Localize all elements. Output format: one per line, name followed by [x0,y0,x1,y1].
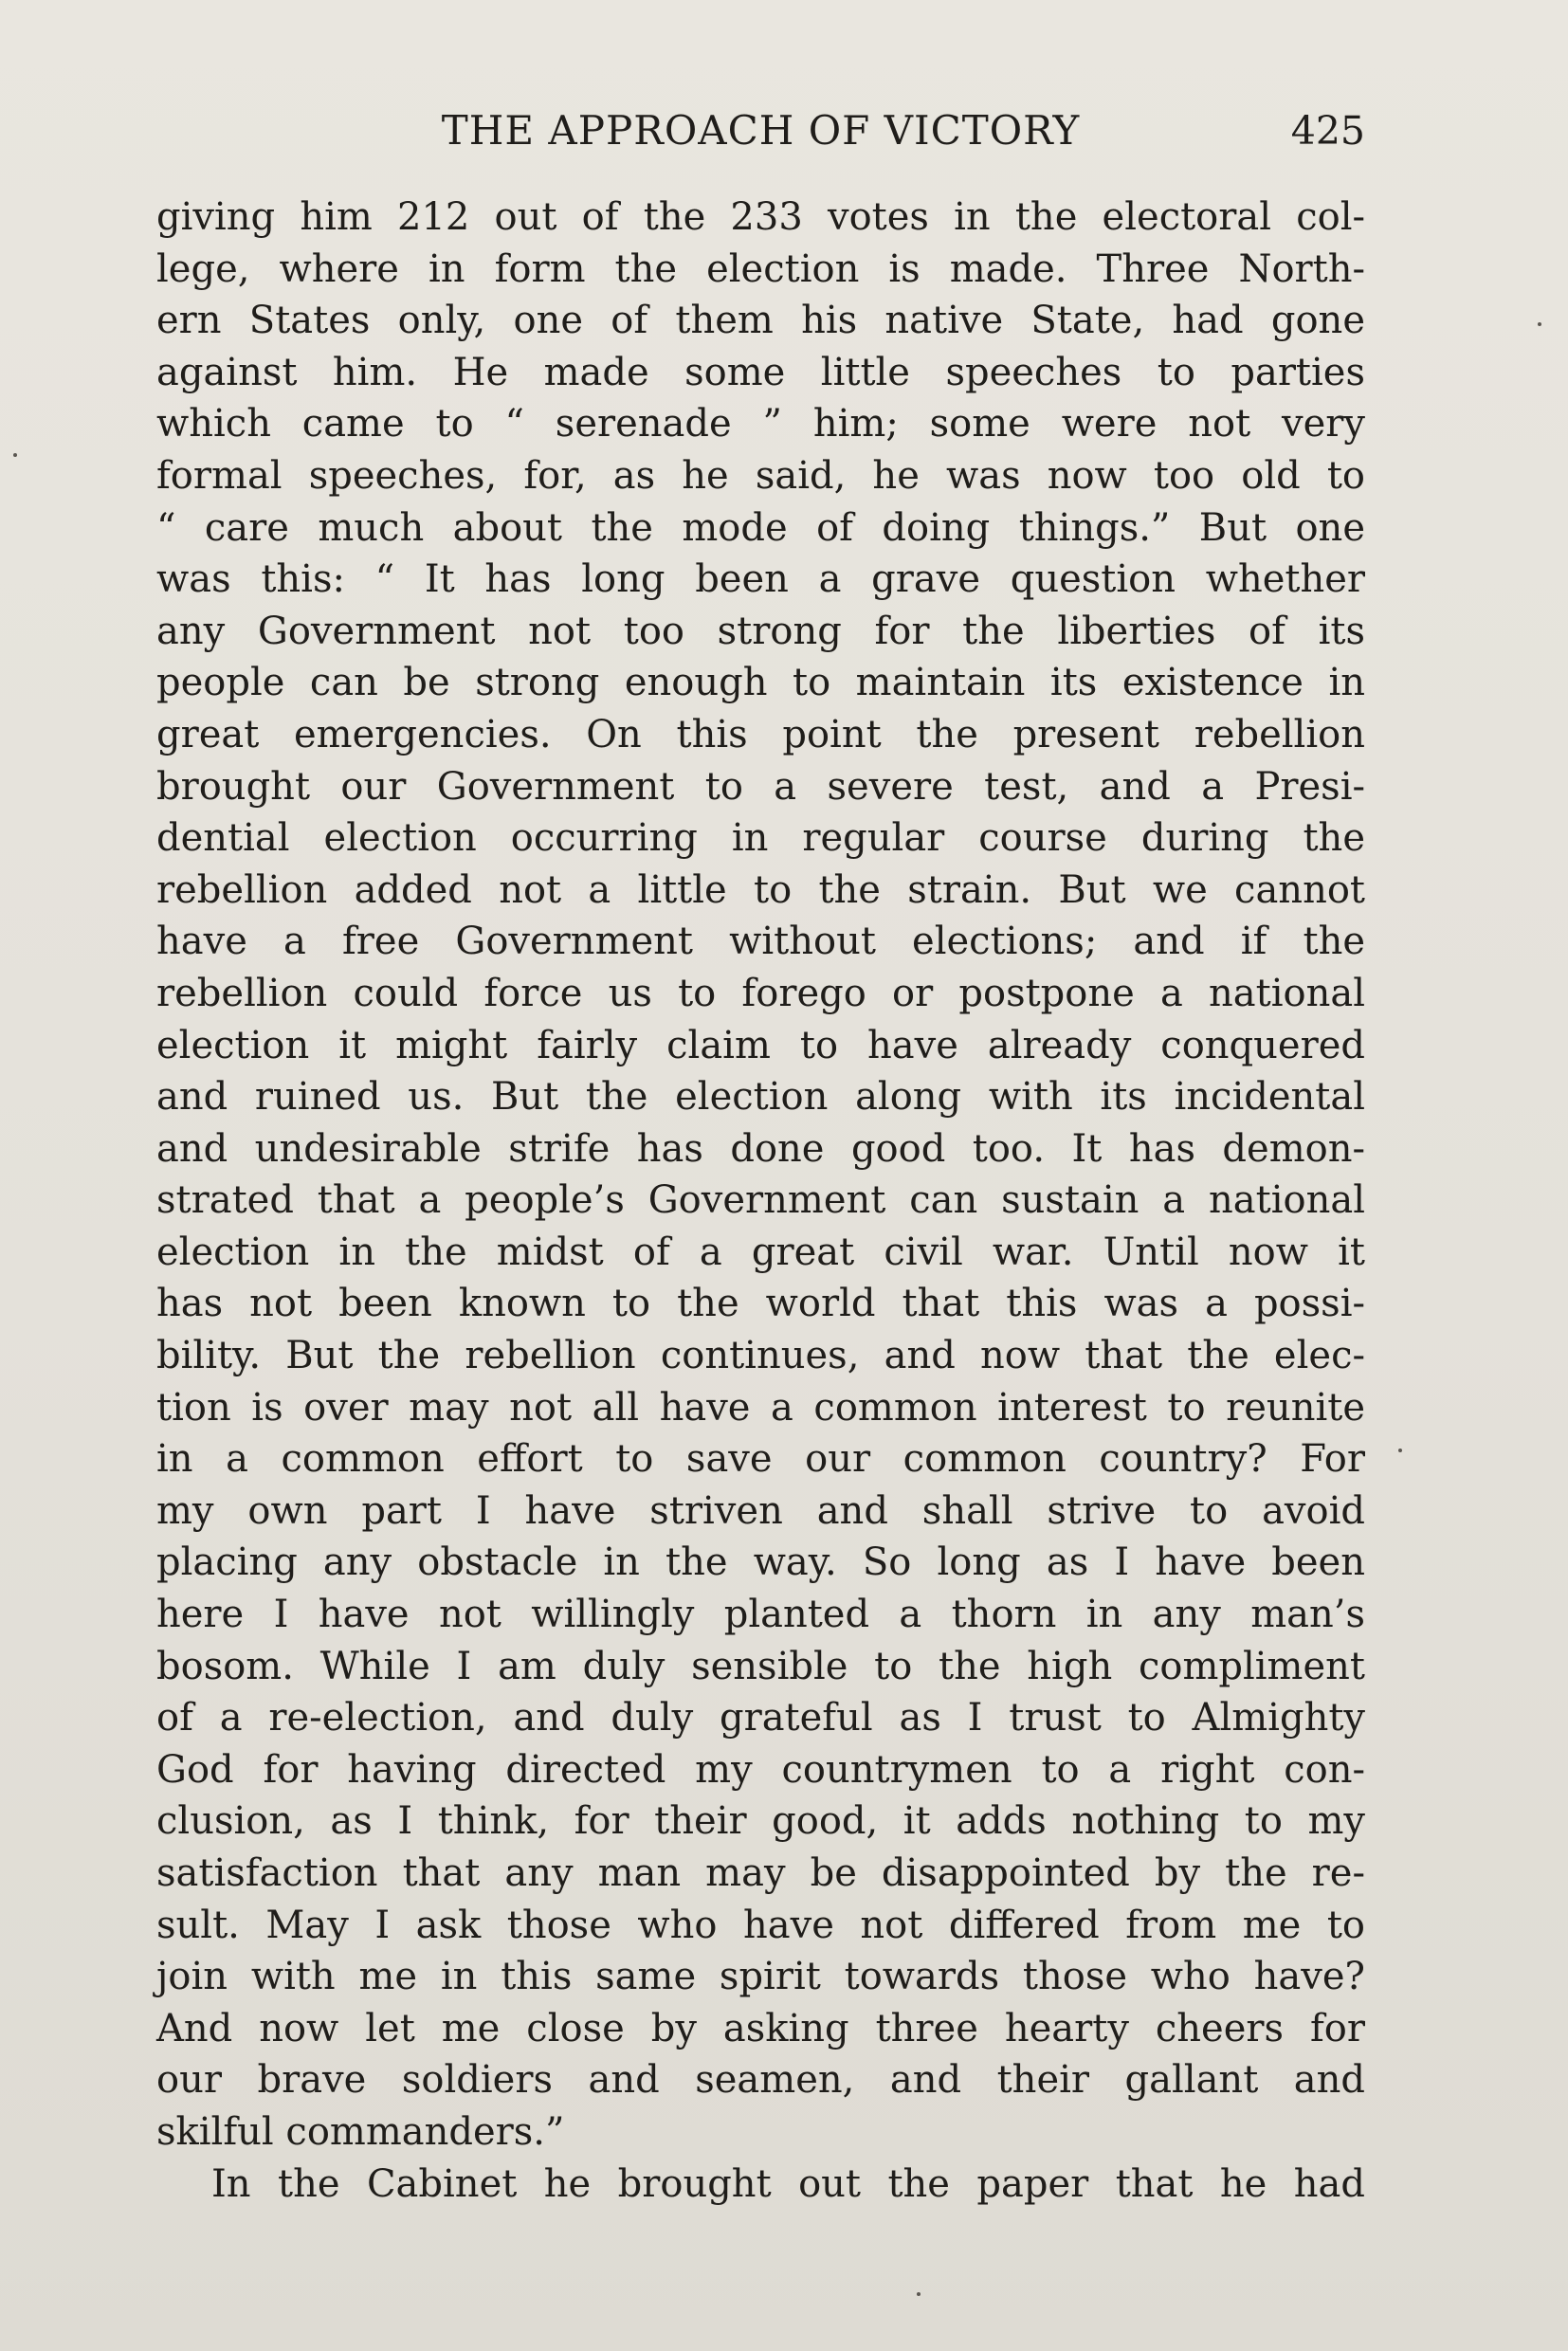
text-line: in a common effort to save our common country? For [156,1437,1365,1482]
text-line: rebellion could force us to forego or postpone a national [156,971,1365,1015]
paper-speck [13,453,17,457]
text-line: placing any obstacle in the way. So long as I have been [156,1540,1365,1585]
text-line: God for having directed my countrymen to a right con- [156,1747,1365,1792]
text-line: election in the midst of a great civil war. Until now it [156,1230,1365,1274]
text-line: my own part I have striven and shall strive to avoid [156,1488,1365,1533]
text-line: bility. But the rebellion continues, and now that the elec- [156,1334,1365,1378]
paper-speck [1398,1449,1402,1452]
text-line: was this: “ It has long been a grave question whether [156,557,1365,602]
text-line: And now let me close by asking three hearty cheers for [156,2006,1365,2050]
text-line: dential election occurring in regular course during the [156,816,1365,861]
text-line: sult. May I ask those who have not differed from me to [156,1903,1365,1947]
text-line: have a free Government without elections; and if the [156,920,1365,964]
text-line: In the Cabinet he brought out the paper that he had [211,2161,1365,2206]
text-line: giving him 212 out of the 233 votes in the electoral col- [156,195,1365,239]
text-line: “ care much about the mode of doing things.” But one [156,505,1365,550]
text-line: join with me in this same spirit towards those who have? [156,1955,1365,1999]
text-line: ern States only, one of them his native State, had gone [156,299,1365,343]
text-line: election it might fairly claim to have already conquered [156,1023,1365,1067]
text-line: any Government not too strong for the liberties of its [156,609,1365,653]
paper-speck [1538,322,1541,326]
text-line: lege, where in form the election is made. Three North- [156,246,1365,291]
body-text [156,191,1365,2210]
text-line: skilful commanders.” [156,2109,565,2154]
text-line: which came to “ serenade ” him; some were not very [156,402,1365,447]
text-line: strated that a people’s Government can sustain a national [156,1178,1365,1223]
text-line: tion is over may not all have a common interest to reunite [156,1385,1365,1430]
page-header [156,100,1365,167]
text-line: has not been known to the world that this was a possi- [156,1282,1365,1326]
text-line: great emergencies. On this point the present rebellion [156,712,1365,756]
text-line: formal speeches, for, as he said, he was now too old to [156,453,1365,498]
text-line: brought our Government to a severe test, and a Presi- [156,764,1365,809]
running-head: THE APPROACH OF VICTORY [441,107,1081,154]
text-line: rebellion added not a little to the strain. But we cannot [156,867,1365,912]
text-line: clusion, as I think, for their good, it adds nothing to my [156,1799,1365,1844]
text-line: of a re-election, and duly grateful as I trust to Almighty [156,1696,1365,1740]
page-number: 425 [1290,108,1365,154]
text-line: and ruined us. But the election along with its incidental [156,1075,1365,1120]
text-line: against him. He made some little speeches to parties [156,350,1365,394]
text-line: here I have not willingly planted a thorn in any man’s [156,1593,1365,1637]
text-line: our brave soldiers and seamen, and their gallant and [156,2058,1365,2103]
paper-speck [917,2292,921,2296]
paragraph-2 [156,2159,1365,2211]
text-line: people can be strong enough to maintain its existence in [156,661,1365,705]
text-line: and undesirable strife has done good too. It has demon- [156,1126,1365,1171]
paragraph-1 [156,191,1365,2159]
text-line: bosom. While I am duly sensible to the high compliment [156,1644,1365,1688]
text-line: satisfaction that any man may be disappointed by the re- [156,1851,1365,1895]
